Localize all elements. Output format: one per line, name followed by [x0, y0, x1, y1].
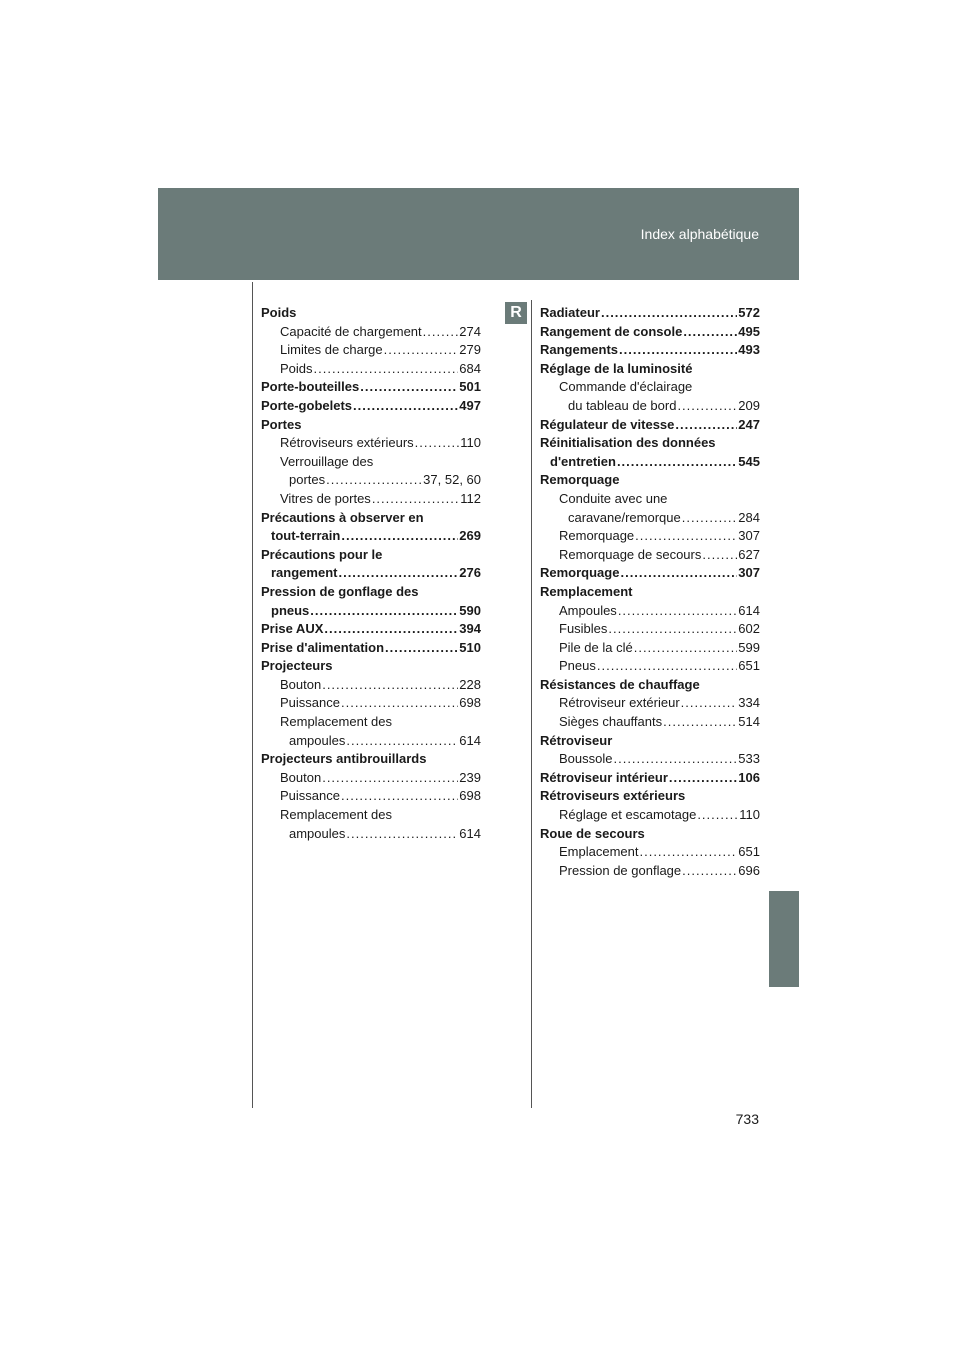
index-entry-term: rangement — [271, 565, 338, 581]
index-entry — [540, 509, 760, 528]
index-entry-term: ampoules — [289, 825, 346, 841]
index-entry-term: Sièges chauffants — [559, 714, 663, 730]
index-entry-term: Vitres de portes — [280, 490, 371, 506]
index-entry-page: 698 — [459, 695, 481, 711]
index-entry-term: Bouton — [280, 769, 322, 785]
dot-leader — [372, 490, 459, 509]
index-entry-term: Capacité de chargement — [280, 323, 422, 339]
index-entry-page: 627 — [738, 546, 760, 562]
index-entry-page: 698 — [459, 788, 481, 804]
index-entry-term: Emplacement — [559, 844, 639, 860]
index-entry — [261, 304, 481, 323]
dot-leader — [639, 843, 737, 862]
index-entry-term: Fusibles — [559, 621, 608, 637]
index-entry — [540, 378, 760, 397]
index-entry — [540, 583, 760, 602]
index-entry — [540, 471, 760, 490]
index-entry-term: Pile de la clé — [559, 639, 633, 655]
dot-leader — [597, 657, 737, 676]
section-letter-badge: R — [505, 302, 527, 324]
index-entry-page: 651 — [738, 844, 760, 860]
index-entry-page: 279 — [459, 342, 481, 358]
dot-leader — [681, 694, 738, 713]
index-entry — [261, 323, 481, 342]
index-entry-term: du tableau de bord — [568, 397, 677, 413]
dot-leader — [346, 732, 458, 751]
index-entry-term: portes — [289, 472, 326, 488]
index-entry — [540, 657, 760, 676]
index-entry-page: 276 — [459, 565, 481, 581]
index-entry — [540, 453, 760, 472]
index-entry-term: Réglage et escamotage — [559, 807, 697, 823]
header-band — [158, 188, 799, 280]
index-entry — [261, 787, 481, 806]
dot-leader — [608, 620, 737, 639]
index-entry — [540, 416, 760, 435]
index-entry-term: Remplacement des — [280, 807, 392, 823]
index-entry — [540, 787, 760, 806]
dot-leader — [663, 713, 737, 732]
index-entry-term: Porte-bouteilles — [261, 379, 360, 395]
dot-leader — [634, 639, 738, 658]
index-entry-page: 533 — [738, 751, 760, 767]
index-entry-page: 112 — [460, 490, 481, 506]
dot-leader — [310, 602, 458, 621]
index-entry-term: Portes — [261, 416, 302, 432]
dot-leader — [613, 750, 737, 769]
index-entry — [261, 397, 481, 416]
dot-leader — [384, 341, 459, 360]
dot-leader — [669, 769, 737, 788]
index-entry-page: 614 — [459, 732, 481, 748]
index-entry — [540, 769, 760, 788]
index-entry — [261, 806, 481, 825]
dot-leader — [326, 471, 422, 490]
index-entry-page: 247 — [738, 416, 760, 432]
index-entry — [261, 546, 481, 565]
index-entry — [540, 397, 760, 416]
index-entry — [261, 639, 481, 658]
index-entry-page: 110 — [460, 435, 481, 451]
index-entry-term: pneus — [271, 602, 310, 618]
index-entry-term: Projecteurs antibrouillards — [261, 751, 427, 767]
index-column-right — [540, 304, 760, 880]
index-entry-page: 572 — [738, 305, 760, 320]
index-entry-term: Rangement de console — [540, 323, 683, 339]
index-entry-term: Commande d'éclairage — [559, 379, 693, 395]
index-entry-term: Puissance — [280, 788, 340, 804]
middle-rule — [531, 300, 532, 1108]
index-entry-term: Rétroviseurs extérieurs — [280, 435, 414, 451]
index-entry-term: Poids — [280, 360, 313, 376]
index-entry — [261, 732, 481, 751]
index-entry-term: Remorquage — [540, 472, 620, 488]
index-entry — [261, 769, 481, 788]
index-entry — [540, 713, 760, 732]
index-entry-page: 274 — [459, 323, 481, 339]
dot-leader — [635, 527, 737, 546]
index-entry-page: 614 — [459, 825, 481, 841]
index-entry-term: caravane/remorque — [568, 509, 681, 525]
index-entry-page: 514 — [738, 714, 760, 730]
dot-leader — [620, 564, 737, 583]
index-entry-page: 590 — [459, 602, 481, 618]
dot-leader — [338, 564, 458, 583]
index-entry-page: 599 — [738, 639, 760, 655]
index-entry — [540, 323, 760, 342]
index-entry-term: Conduite avec une — [559, 490, 668, 506]
index-entry — [540, 639, 760, 658]
index-entry-term: Projecteurs — [261, 658, 333, 674]
index-entry — [540, 546, 760, 565]
dot-leader — [618, 602, 737, 621]
dot-leader — [619, 341, 737, 360]
index-entry-page: 228 — [459, 676, 481, 692]
dot-leader — [617, 453, 737, 472]
left-rule — [252, 282, 253, 1108]
index-entry-page: 37, 52, 60 — [423, 472, 481, 488]
index-entry — [540, 527, 760, 546]
index-entry-term: Remorquage de secours — [559, 546, 702, 562]
index-entry — [540, 732, 760, 751]
index-entry — [261, 583, 481, 602]
dot-leader — [423, 323, 459, 342]
index-entry-term: d'entretien — [550, 453, 616, 469]
index-entry-page: 651 — [738, 658, 760, 674]
dot-leader — [677, 397, 737, 416]
dot-leader — [415, 434, 460, 453]
index-entry-term: Prise d'alimentation — [261, 639, 385, 655]
index-entry-page: 394 — [459, 621, 481, 637]
index-entry — [261, 657, 481, 676]
index-entry-page: 614 — [738, 602, 760, 618]
index-entry — [261, 620, 481, 639]
index-entry-term: Rangements — [540, 342, 619, 358]
index-entry-page: 510 — [459, 639, 481, 655]
dot-leader — [341, 787, 458, 806]
index-entry — [540, 806, 760, 825]
index-entry-page: 239 — [459, 769, 481, 785]
index-column-left — [261, 304, 481, 843]
index-entry-term: Limites de charge — [280, 342, 383, 358]
index-entry-page: 307 — [738, 565, 760, 581]
index-entry-term: Réglage de la luminosité — [540, 360, 693, 376]
index-entry — [540, 360, 760, 379]
index-entry — [261, 676, 481, 695]
index-entry — [261, 341, 481, 360]
index-entry-page: 284 — [738, 509, 760, 525]
index-entry — [261, 453, 481, 472]
index-entry-term: Boussole — [559, 751, 613, 767]
index-entry-page: 307 — [738, 528, 760, 544]
dot-leader — [385, 639, 458, 658]
index-entry-term: tout-terrain — [271, 528, 341, 544]
index-entry-page: 269 — [459, 528, 481, 544]
index-entry-page: 545 — [738, 453, 760, 469]
index-entry — [540, 750, 760, 769]
index-entry — [261, 713, 481, 732]
index-entry-term: Rétroviseurs extérieurs — [540, 788, 686, 804]
index-entry — [261, 527, 481, 546]
dot-leader — [702, 546, 737, 565]
index-entry-term: Résistances de chauffage — [540, 676, 700, 692]
index-entry-term: Roue de secours — [540, 825, 645, 841]
index-entry — [540, 825, 760, 844]
index-entry-page: 493 — [738, 342, 760, 358]
index-entry-term: Radiateur — [540, 305, 600, 320]
dot-leader — [341, 694, 458, 713]
index-entry-page: 106 — [738, 769, 760, 785]
index-entry — [540, 490, 760, 509]
index-entry — [540, 862, 760, 881]
index-entry-term: Rétroviseur extérieur — [559, 695, 680, 711]
index-entry-term: Pneus — [559, 658, 596, 674]
index-entry — [261, 825, 481, 844]
index-entry-term: Rétroviseur intérieur — [540, 769, 668, 785]
index-entry-term: Verrouillage des — [280, 453, 374, 469]
index-entry-term: Prise AUX — [261, 621, 324, 637]
index-entry-term: Remplacement — [540, 583, 633, 599]
index-entry-page: 696 — [738, 862, 760, 878]
index-entry-term: Précautions pour le — [261, 546, 383, 562]
index-entry-term: Rétroviseur — [540, 732, 613, 748]
dot-leader — [682, 862, 737, 881]
index-entry — [540, 694, 760, 713]
index-entry-page: 334 — [738, 695, 760, 711]
index-entry-term: Remorquage — [559, 528, 635, 544]
dot-leader — [346, 825, 458, 844]
index-entry-page: 495 — [738, 323, 760, 339]
index-entry — [261, 602, 481, 621]
index-entry — [261, 490, 481, 509]
index-entry-term: Puissance — [280, 695, 340, 711]
dot-leader — [360, 378, 458, 397]
index-entry-term: Remplacement des — [280, 714, 392, 730]
index-entry-term: Ampoules — [559, 602, 617, 618]
index-entry — [261, 360, 481, 379]
dot-leader — [324, 620, 458, 639]
dot-leader — [314, 360, 459, 379]
index-entry-term: Réinitialisation des données — [540, 435, 716, 451]
index-entry — [540, 602, 760, 621]
index-entry — [540, 676, 760, 695]
index-entry — [261, 434, 481, 453]
index-entry — [261, 750, 481, 769]
index-entry-page: 684 — [459, 360, 481, 376]
index-entry-page: 497 — [459, 397, 481, 413]
index-entry — [540, 564, 760, 583]
index-entry — [261, 509, 481, 528]
index-entry-term: Régulateur de vitesse — [540, 416, 675, 432]
page-number: 733 — [735, 1111, 759, 1127]
index-entry — [261, 694, 481, 713]
dot-leader — [353, 397, 458, 416]
index-entry — [540, 620, 760, 639]
index-entry-page: 209 — [738, 397, 760, 413]
index-entry — [261, 564, 481, 583]
index-entry — [540, 843, 760, 862]
index-entry-page: 501 — [459, 379, 481, 395]
index-entry-term: Bouton — [280, 676, 322, 692]
dot-leader — [683, 323, 737, 342]
index-entry — [261, 378, 481, 397]
dot-leader — [675, 416, 737, 435]
index-entry — [261, 416, 481, 435]
index-entry-page: 602 — [738, 621, 760, 637]
dot-leader — [682, 509, 738, 528]
index-entry-term: Pression de gonflage des — [261, 583, 419, 599]
index-entry-page: 110 — [739, 807, 760, 823]
index-entry-term: ampoules — [289, 732, 346, 748]
dot-leader — [697, 806, 738, 825]
side-thumb-tab — [769, 891, 799, 987]
dot-leader — [341, 527, 458, 546]
index-entry-term: Remorquage — [540, 565, 620, 581]
dot-leader — [601, 304, 737, 323]
index-entry — [540, 434, 760, 453]
index-entry — [540, 304, 760, 323]
index-entry — [540, 341, 760, 360]
index-entry-term: Porte-gobelets — [261, 397, 353, 413]
dot-leader — [322, 769, 458, 788]
header-title: Index alphabétique — [640, 226, 759, 242]
dot-leader — [322, 676, 458, 695]
index-entry-term: Pression de gonflage — [559, 862, 682, 878]
index-entry-term: Précautions à observer en — [261, 509, 424, 525]
index-entry-term: Poids — [261, 305, 297, 320]
index-entry — [261, 471, 481, 490]
